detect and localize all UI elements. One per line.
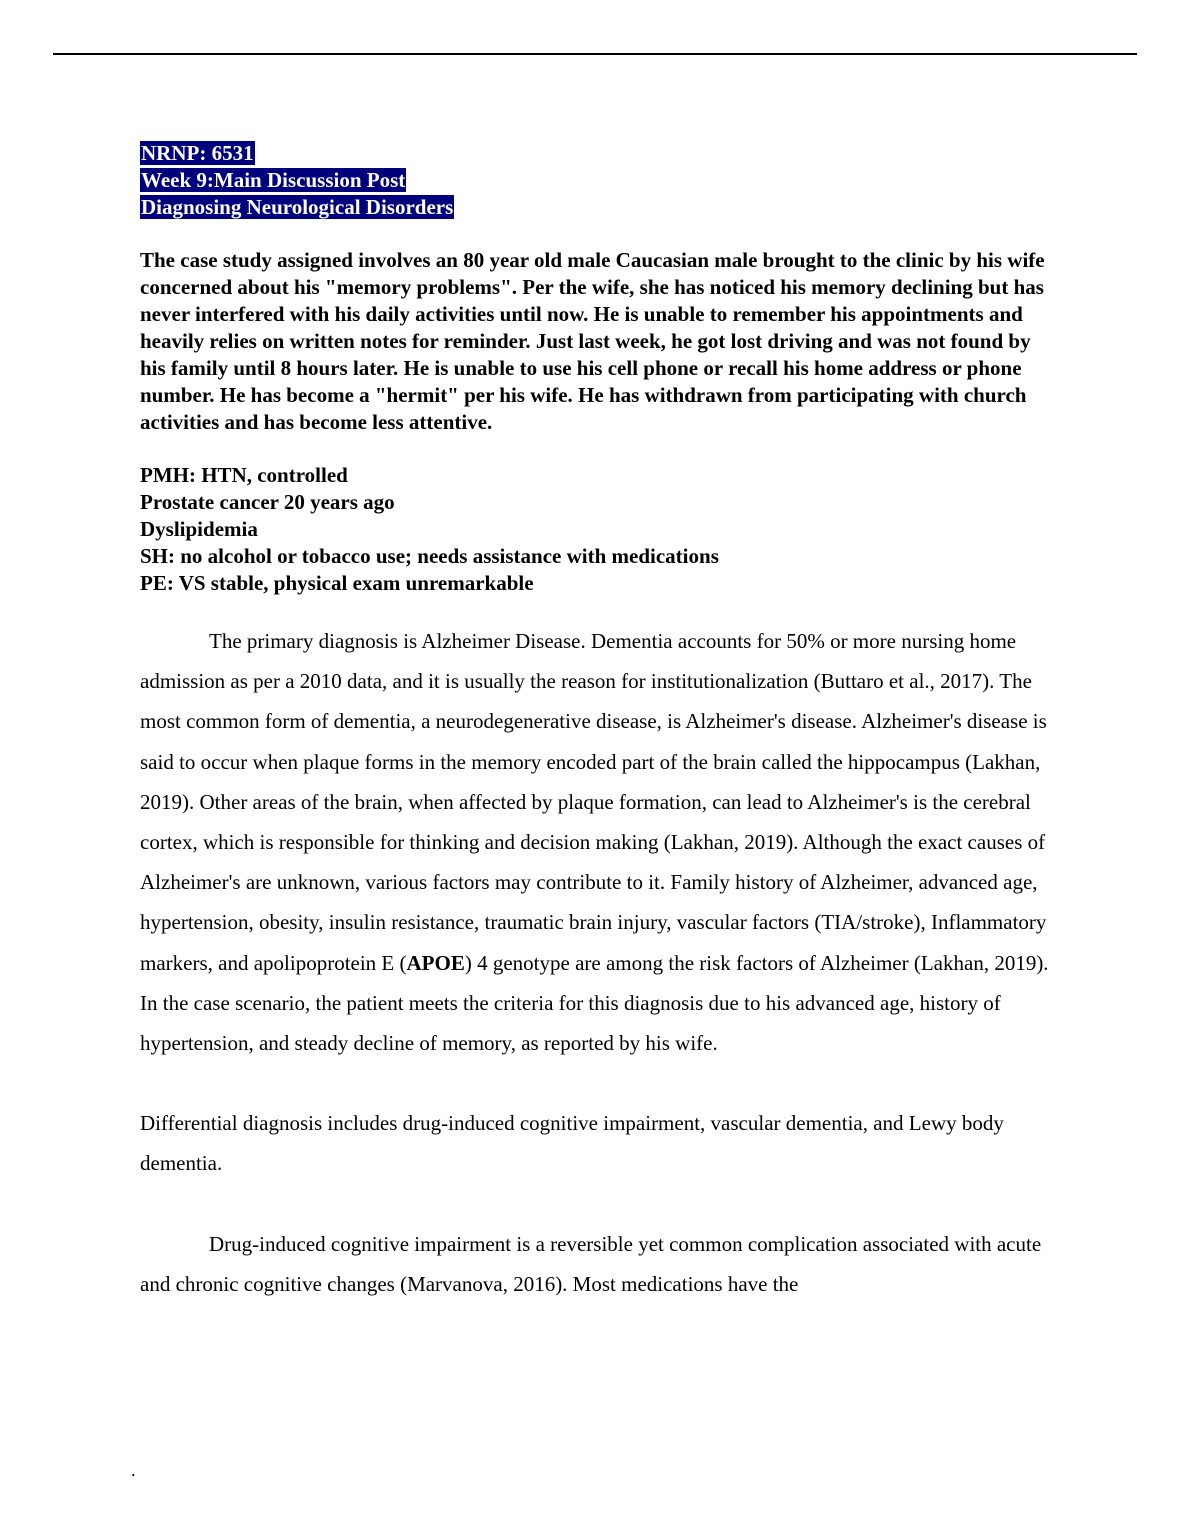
history-item-pe: PE: VS stable, physical exam unremarkable — [140, 571, 534, 595]
paragraph1-text-a: The primary diagnosis is Alzheimer Disease. Dementia accounts for 50% or more nursing home admission as per a 2010 data, and it is usually the reason for institutionalization (Buttaro et al., 2017). The most common form of dementia, a neurodegenerative disease, is Alzheimer's disease. Alzheimer's disease is said to occur when plaque forms in the memory encoded part of the brain called the hippocampus (Lakhan, 2019). Other areas of the brain, when affected by plaque formation, can lead to Alzheimer's is the cerebral cortex, which is responsible for thinking and decision making (Lakhan, 2019). Although the exact causes of Alzheimer's are unknown, various factors may contribute to it. Family history of Alzheimer, advanced age, hypertension, obesity, insulin resistance, traumatic brain injury, vascular factors (TIA/stroke), Inflammatory markers, and apolipoprotein E ( — [140, 629, 1047, 975]
case-study-paragraph: The case study assigned involves an 80 year old male Caucasian male brought to the clinic by his wife concerned about his "memory problems". Per the wife, she has noticed his memory declining but has never interfered with his daily activities until now. He is unable to remember his appointments and heavily relies on written notes for reminder. Just last week, he got lost driving and was not found by his family until 8 hours later. He is unable to use his cell phone or recall his home address or phone number. He has become a "hermit" per his wife. He has withdrawn from participating with church activities and has become less attentive. — [140, 248, 1045, 434]
document-body — [140, 140, 1060, 1304]
footer-mark: . — [131, 1460, 136, 1480]
apoe-term: APOE — [406, 950, 465, 975]
history-item-prostate: Prostate cancer 20 years ago — [140, 490, 395, 514]
primary-diagnosis-paragraph — [140, 621, 1060, 1063]
drug-induced-paragraph: Drug-induced cognitive impairment is a reversible yet common complication associated with acute and chronic cognitive changes (Marvanova, 2016). Most medications have the — [140, 1231, 1042, 1296]
week-line — [140, 167, 1060, 194]
paragraph1-text-b: ) 4 genotype are among the risk factors of Alzheimer (Lakhan, 2019). In the case scenario, the patient meets the criteria for this diagnosis due to his advanced age, history of hypertension, and steady decline of memory, as reported by his wife. — [140, 950, 1049, 1056]
patient-history — [140, 462, 1060, 597]
history-item-sh: SH: no alcohol or tobacco use; needs assistance with medications — [140, 544, 719, 568]
week-title: Week 9:Main Discussion Post — [141, 168, 406, 192]
history-item-dyslipidemia: Dyslipidemia — [140, 517, 258, 541]
document-header — [140, 140, 1060, 221]
header-rule — [53, 53, 1137, 55]
history-item-pmh: PMH: HTN, controlled — [140, 463, 348, 487]
course-code: NRNP: 6531 — [141, 141, 254, 165]
course-line — [140, 140, 1060, 167]
differential-diagnosis-paragraph: Differential diagnosis includes drug-induced cognitive impairment, vascular dementia, and Lewy body dementia. — [140, 1111, 1004, 1176]
topic-title: Diagnosing Neurological Disorders — [141, 195, 454, 219]
topic-line — [140, 194, 1060, 221]
